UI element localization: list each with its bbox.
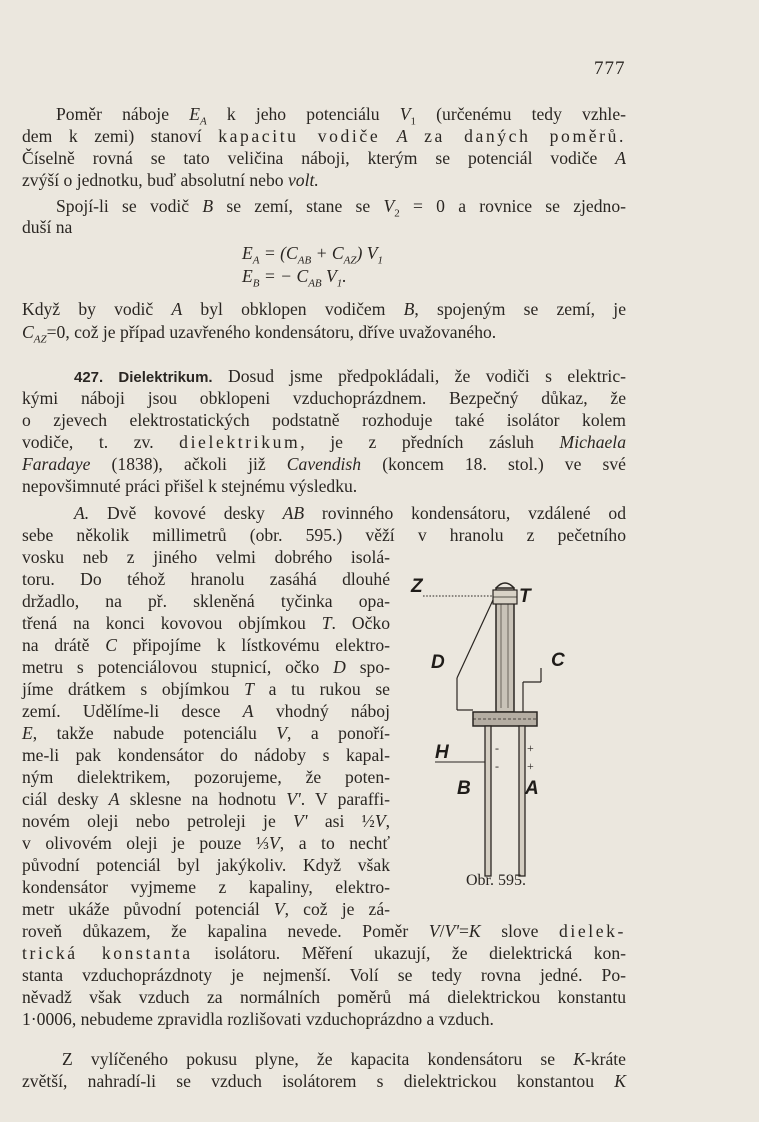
text-line: původní potenciál byl jakýkoliv. Když však <box>22 855 390 875</box>
text-line: zvýší o jednotku, buď absolutní nebo volt. <box>22 170 319 190</box>
text-line: ným dielektrikem, pozorujeme, že poten- <box>22 767 390 787</box>
text-line: roveň důkazem, že kapalina nevede. Poměr V/V'=K slove dielek- <box>22 921 627 941</box>
equation-1: $E_A = (C_{AB} + C_{AZ})$ $V_1$ <box>242 243 383 267</box>
figure-caption: Obr. 595. <box>466 872 526 889</box>
text-line: kými náboji jsou obklopeni vzduchoprázdnem. Bezpečný důkaz, že <box>22 388 626 408</box>
text-line: stanta vzduchoprázdnoty je nejmenší. Volí se tedy rovna jedné. Po- <box>22 965 626 985</box>
text-line: něvadž však vzduch za normálních poměrů má dielektrickou konstantu <box>22 987 626 1007</box>
label-t: T <box>519 586 531 607</box>
text-line: v olivovém oleji je pouze ⅓V, a to nechť <box>22 833 390 853</box>
text-line: Faradaye (1838), ačkoli již Cavendish (koncem 18. stol.) ve své <box>22 454 626 474</box>
text-line: A. Dvě kovové desky AB rovinného kondensátoru, vzdálené od <box>74 503 627 523</box>
label-h: H <box>435 742 449 763</box>
label-a: A <box>525 778 539 799</box>
minus-sign: - <box>495 741 499 755</box>
plate-a <box>519 726 525 876</box>
text-line: duší na <box>22 217 73 237</box>
text-line: sebe několik millimetrů (obr. 595.) věží v hranolu z pečetního <box>22 525 626 545</box>
plus-sign: + <box>527 741 534 755</box>
text-line: kondensátor vyjmeme z kapaliny, elektro- <box>22 877 390 897</box>
text-line: nepovšimnuté práci přišel k stejnému výsledku. <box>22 476 358 496</box>
text-line: E, takže nabude potenciálu V, a ponoří- <box>22 723 390 743</box>
text-line: Spojí-li se vodič B se zemí, stane se $V_2 = 0$ a rovnice se zjedno- <box>56 196 626 220</box>
page-number: 777 <box>594 58 626 79</box>
text-line: Z vylíčeného pokusu plyne, že kapacita kondensátoru se K-kráte <box>62 1049 626 1069</box>
text-line: vodiče, t. zv. dielektrikum, je z předních zásluh Michaela <box>22 432 626 452</box>
text-line: ciál desky A sklesne na hodnotu V'. V paraffi- <box>22 789 390 809</box>
text-line: Číselně rovná se tato veličina náboji, kterým se potenciál vodiče A <box>22 148 626 168</box>
wire-d <box>457 600 493 678</box>
text-line: vosku neb z jiného velmi dobrého isolá- <box>22 547 390 567</box>
plus-sign: + <box>527 759 534 773</box>
label-z: Z <box>411 576 423 597</box>
text-line: metr ukáže původní potenciál V, což je zá- <box>22 899 390 919</box>
label-c: C <box>551 650 565 671</box>
equation-2: $E_B$ = − $C_{AB}$ $V_1$. <box>242 266 347 290</box>
plate-b <box>485 726 491 876</box>
text-line: na drátě C připojíme k lístkovému elektro- <box>22 635 390 655</box>
text-line: novém oleji nebo petroleji je V' asi ½V, <box>22 811 390 831</box>
text-line: zvětší, nahradí-li se vzduch isolátorem s dielektrickou konstantou K <box>22 1071 626 1091</box>
glass-rod <box>496 588 514 712</box>
text-line: dem k zemi) stanoví kapacitu vodiče A za daných poměrů. <box>22 126 626 146</box>
text-line: toru. Do téhož hranolu zasáhá dlouhé <box>22 569 390 589</box>
text-line: Poměr náboje $E_A$ k jeho potenciálu $V_1$ (určenému tedy vzhle- <box>56 104 626 128</box>
text-line: třená na konci kovovou objímkou T. Očko <box>22 613 391 633</box>
text-line: Když by vodič A byl obklopen vodičem B, spojeným se zemí, je <box>22 299 626 319</box>
text-line: 1·0006, nebudeme zpravidla rozlišovati vzduchoprázdno a vzduch. <box>22 1009 494 1029</box>
label-b: B <box>457 778 471 799</box>
label-d: D <box>431 652 445 673</box>
text-line: 427. Dielektrikum. Dosud jsme předpokládali, že vodiči s elektric- <box>74 366 626 386</box>
capacitor-figure <box>405 570 595 880</box>
text-line: o zjevech elektrostatických podstatně rozhoduje také isolátor kolem <box>22 410 626 430</box>
text-line: držadlo, na př. skleněná tyčinka opa- <box>22 591 390 611</box>
minus-sign: - <box>495 759 499 773</box>
text-line: zemí. Udělíme-li desce A vhodný náboj <box>22 701 390 721</box>
text-line: trická konstanta isolátoru. Měření ukazují, že dielektrická kon- <box>22 943 626 963</box>
text-line: me-li pak kondensátor do nádoby s kapal- <box>22 745 390 765</box>
text-line: jíme drátkem s objímkou T a tu rukou se <box>22 679 390 699</box>
text-line: metru s potenciálovou stupnicí, očko D spo- <box>22 657 390 677</box>
text-line: $C_{AZ}=0$, což je případ uzavřeného kondensátoru, dříve uvažovaného. <box>22 322 497 346</box>
